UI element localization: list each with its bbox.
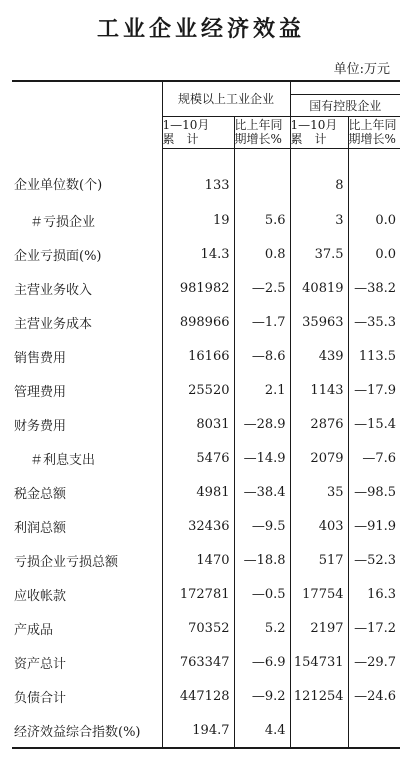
- cell-yoy-growth: 0.8: [234, 237, 290, 271]
- cell-cumulative: 16166: [162, 339, 234, 373]
- row-label: 亏损企业亏损总额: [14, 554, 119, 570]
- cell-cumulative: 4981: [162, 475, 234, 509]
- row-label: ＃亏损企业: [30, 214, 96, 230]
- table-row: [12, 407, 400, 441]
- cell-state-yoy-growth: —38.2: [348, 271, 400, 305]
- col-header-yoy-2-line2: 期增长%: [348, 132, 396, 146]
- row-label: 利润总额: [14, 520, 67, 536]
- cell-state-cumulative: 40819: [290, 271, 348, 305]
- cell-yoy-growth: 2.1: [234, 373, 290, 407]
- cell-yoy-growth: —9.5: [234, 509, 290, 543]
- cell-state-cumulative: 37.5: [290, 237, 348, 271]
- header-blank: [12, 81, 162, 149]
- cell-state-cumulative: 17754: [290, 577, 348, 611]
- row-label: ＃利息支出: [30, 452, 96, 468]
- col-header-cum-1-line2: 累 计: [162, 132, 199, 146]
- cell-yoy-growth: —0.5: [234, 577, 290, 611]
- row-label: 企业单位数(个): [14, 178, 103, 193]
- cell-yoy-growth: 5.6: [234, 203, 290, 237]
- cell-yoy-growth: —38.4: [234, 475, 290, 509]
- col-header-cum-1: [162, 117, 234, 149]
- table-row: [12, 577, 400, 611]
- table-row: [12, 373, 400, 407]
- cell-state-yoy-growth: —52.3: [348, 543, 400, 577]
- col-header-yoy-1-line2: 期增长%: [234, 132, 282, 146]
- cell-cumulative: 5476: [162, 441, 234, 475]
- col-header-yoy-2: [348, 117, 400, 149]
- cell-state-yoy-growth: —91.9: [348, 509, 400, 543]
- cell-yoy-growth: —2.5: [234, 271, 290, 305]
- cell-yoy-growth: —9.2: [234, 679, 290, 713]
- cell-yoy-growth: [234, 149, 290, 204]
- row-label: 应收帐款: [14, 588, 67, 604]
- cell-state-cumulative: 121254: [290, 679, 348, 713]
- cell-state-yoy-growth: [348, 713, 400, 748]
- cell-state-yoy-growth: —17.2: [348, 611, 400, 645]
- cell-cumulative: 447128: [162, 679, 234, 713]
- cell-yoy-growth: —6.9: [234, 645, 290, 679]
- cell-state-yoy-growth: —15.4: [348, 407, 400, 441]
- table-row: [12, 149, 400, 204]
- cell-state-cumulative: 2197: [290, 611, 348, 645]
- col-header-yoy-1-line1: 比上年同: [234, 118, 283, 132]
- cell-yoy-growth: —14.9: [234, 441, 290, 475]
- cell-cumulative: 133: [162, 149, 234, 204]
- cell-state-yoy-growth: 0.0: [348, 203, 400, 237]
- col-header-yoy-1: [234, 117, 290, 149]
- col-header-yoy-2-line1: 比上年同: [348, 118, 397, 132]
- table-row: [12, 305, 400, 339]
- cell-state-cumulative: 517: [290, 543, 348, 577]
- table-row: [12, 203, 400, 237]
- col-header-cum-2-line1: 1—10月: [290, 118, 338, 132]
- table-row: [12, 713, 400, 748]
- cell-cumulative: 14.3: [162, 237, 234, 271]
- cell-cumulative: 32436: [162, 509, 234, 543]
- cell-yoy-growth: 4.4: [234, 713, 290, 748]
- cell-cumulative: 25520: [162, 373, 234, 407]
- row-label: 主营业务成本: [14, 316, 93, 332]
- cell-state-yoy-growth: 113.5: [348, 339, 400, 373]
- row-label: 产成品: [14, 622, 54, 638]
- row-label: 负债合计: [14, 690, 67, 706]
- table-row: [12, 509, 400, 543]
- unit-label: 单位:万元: [333, 62, 390, 77]
- cell-state-cumulative: 439: [290, 339, 348, 373]
- row-label: 经济效益综合指数(%): [12, 713, 162, 748]
- cell-state-cumulative: [290, 713, 348, 748]
- cell-cumulative: 763347: [162, 645, 234, 679]
- cell-cumulative: 194.7: [162, 713, 234, 748]
- group-header-state-owned-text: 国有控股企业: [291, 94, 401, 113]
- economic-benefit-table: [12, 80, 400, 749]
- cell-yoy-growth: 5.2: [234, 611, 290, 645]
- row-label: 主营业务收入: [14, 282, 93, 298]
- table-row: [12, 543, 400, 577]
- cell-state-yoy-growth: —17.9: [348, 373, 400, 407]
- page-title: 工业企业经济效益: [96, 17, 305, 42]
- cell-cumulative: 8031: [162, 407, 234, 441]
- cell-state-cumulative: 3: [290, 203, 348, 237]
- cell-state-yoy-growth: 0.0: [348, 237, 400, 271]
- row-label: 企业亏损面(%): [14, 248, 102, 264]
- cell-state-cumulative: 1143: [290, 373, 348, 407]
- table-row: [12, 645, 400, 679]
- cell-state-yoy-growth: 16.3: [348, 577, 400, 611]
- cell-yoy-growth: —1.7: [234, 305, 290, 339]
- col-header-cum-2-line2: 累 计: [290, 132, 327, 146]
- cell-cumulative: 981982: [162, 271, 234, 305]
- col-header-cum-2: [290, 117, 348, 149]
- cell-yoy-growth: —28.9: [234, 407, 290, 441]
- group-header-state-owned: [290, 81, 400, 117]
- cell-state-cumulative: 2079: [290, 441, 348, 475]
- cell-state-yoy-growth: —98.5: [348, 475, 400, 509]
- cell-state-cumulative: 35: [290, 475, 348, 509]
- cell-cumulative: 172781: [162, 577, 234, 611]
- table-row: [12, 611, 400, 645]
- table-row: [12, 339, 400, 373]
- table-row: [12, 475, 400, 509]
- cell-cumulative: 19: [162, 203, 234, 237]
- cell-cumulative: 1470: [162, 543, 234, 577]
- row-label: 财务费用: [14, 418, 67, 434]
- col-header-cum-1-line1: 1—10月: [162, 118, 210, 132]
- cell-yoy-growth: —8.6: [234, 339, 290, 373]
- group-header-above-scale: 规模以上工业企业: [162, 81, 290, 117]
- cell-state-yoy-growth: [348, 149, 400, 204]
- table-row: [12, 237, 400, 271]
- table-row: [12, 679, 400, 713]
- row-label: 资产总计: [14, 656, 67, 672]
- cell-state-yoy-growth: —7.6: [348, 441, 400, 475]
- cell-state-cumulative: 8: [290, 149, 348, 204]
- table-row: [12, 271, 400, 305]
- cell-yoy-growth: —18.8: [234, 543, 290, 577]
- cell-state-cumulative: 2876: [290, 407, 348, 441]
- table-row: [12, 441, 400, 475]
- cell-state-yoy-growth: —29.7: [348, 645, 400, 679]
- row-label: 销售费用: [14, 350, 67, 366]
- cell-state-yoy-growth: —35.3: [348, 305, 400, 339]
- cell-state-cumulative: 403: [290, 509, 348, 543]
- cell-cumulative: 898966: [162, 305, 234, 339]
- row-label: 管理费用: [14, 384, 67, 400]
- cell-state-cumulative: 35963: [290, 305, 348, 339]
- cell-cumulative: 70352: [162, 611, 234, 645]
- row-label: 税金总额: [14, 486, 67, 502]
- cell-state-cumulative: 154731: [290, 645, 348, 679]
- cell-state-yoy-growth: —24.6: [348, 679, 400, 713]
